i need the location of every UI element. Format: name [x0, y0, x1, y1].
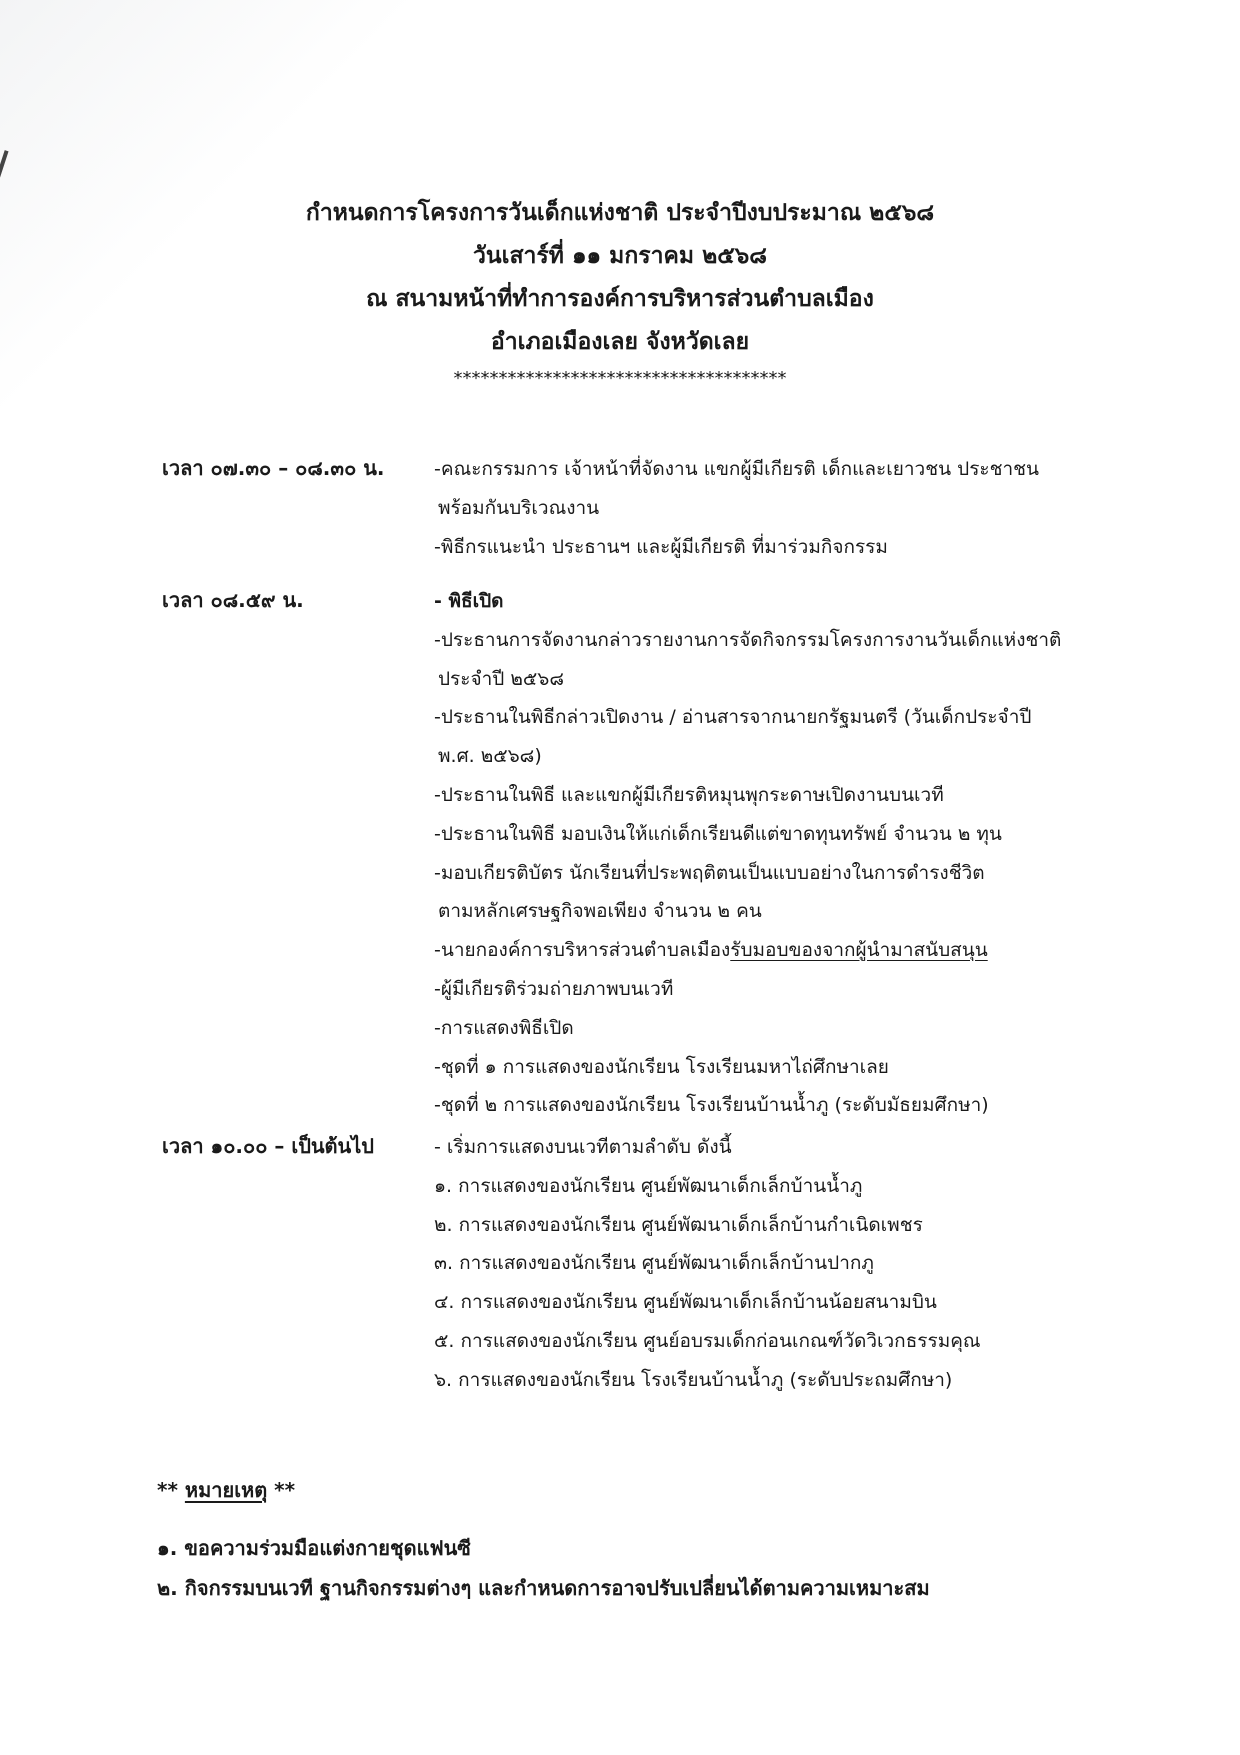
schedule-activities	[434, 450, 1039, 566]
activity-line: - พิธีเปิด	[434, 590, 504, 612]
performance-item: ๒. การแสดงของนักเรียน ศูนย์พัฒนาเด็กเล็กบ้านกำเนิดเพชร	[434, 1213, 923, 1236]
activity-line: -ชุดที่ ๑ การแสดงของนักเรียน โรงเรียนมหาไถ่ศึกษาเลย	[434, 1055, 889, 1078]
activity-line: -พิธีกรแนะนำ ประธานฯ และผู้มีเกียรติ ที่มาร่วมกิจกรรม	[434, 535, 888, 558]
header-title: กำหนดการโครงการวันเด็กแห่งชาติ ประจำปีงบประมาณ ๒๕๖๘	[305, 200, 935, 226]
header-separator: *************************************	[453, 368, 787, 389]
activity-line: -ประธานในพิธี มอบเงินให้แก่เด็กเรียนดีแต่ขาดทุนทรัพย์ จำนวน ๒ ทุน	[434, 822, 1002, 845]
header-date: วันเสาร์ที่ ๑๑ มกราคม ๒๕๖๘	[472, 243, 767, 269]
note-item: ๒. กิจกรรมบนเวที ฐานกิจกรรมต่างๆ และกำหนดการอาจปรับเปลี่ยนได้ตามความเหมาะสม	[157, 1576, 930, 1600]
activity-line-text: -นายกองค์การบริหารส่วนตำบลเมือง	[434, 939, 731, 962]
notes-title-prefix: **	[157, 1478, 185, 1502]
schedule-activities	[434, 1128, 981, 1400]
activity-line: -การแสดงพิธีเปิด	[434, 1016, 574, 1039]
activity-line: พร้อมกันบริเวณงาน	[438, 496, 600, 519]
activity-line: -คณะกรรมการ เจ้าหน้าที่จัดงาน แขกผู้มีเกียรติ เด็กและเยาวชน ประชาชน	[434, 458, 1040, 480]
activity-line: -ผู้มีเกียรติร่วมถ่ายภาพบนเวที	[434, 977, 674, 1000]
schedule-time: เวลา ๐๗.๓๐ – ๐๘.๓๐ น.	[162, 456, 385, 480]
header-venue: ณ สนามหน้าที่ทำการองค์การบริหารส่วนตำบลเมือง	[366, 286, 874, 312]
activity-line: -ประธานในพิธี และแขกผู้มีเกียรติหมุนพุกระดาษเปิดงานบนเวที	[434, 783, 944, 806]
schedule-activities	[434, 582, 1061, 1125]
activity-line: -ประธานในพิธีกล่าวเปิดงาน / อ่านสารจากนายกรัฐมนตรี (วันเด็กประจำปี	[434, 706, 1032, 729]
activity-line: พ.ศ. ๒๕๖๘)	[438, 745, 542, 768]
notes-title-suffix: **	[267, 1478, 296, 1502]
activity-line: -ประธานการจัดงานกล่าวรายงานการจัดกิจกรรมโครงการงานวันเด็กแห่งชาติ	[434, 628, 1062, 651]
activity-line: ตามหลักเศรษฐกิจพอเพียง จำนวน ๒ คน	[438, 900, 762, 923]
schedule-time: เวลา ๑๐.๐๐ – เป็นต้นไป	[162, 1134, 374, 1158]
activity-line-underlined	[434, 931, 1061, 970]
notes-title-text: หมายเหตุ	[184, 1478, 268, 1502]
activity-line: -ชุดที่ ๒ การแสดงของนักเรียน โรงเรียนบ้านน้ำภู (ระดับมัธยมศึกษา)	[434, 1094, 989, 1117]
performance-item: ๕. การแสดงของนักเรียน ศูนย์อบรมเด็กก่อนเกณฑ์วัดวิเวกธรรมคุณ	[434, 1329, 981, 1352]
document-header	[0, 192, 1240, 390]
schedule-time: เวลา ๐๘.๕๙ น.	[162, 588, 304, 612]
performance-item: ๑. การแสดงของนักเรียน ศูนย์พัฒนาเด็กเล็กบ้านน้ำภู	[434, 1174, 863, 1197]
scan-edge-mark	[0, 150, 9, 180]
note-item: ๑. ขอความร่วมมือแต่งกายชุดแฟนซี	[157, 1536, 471, 1560]
activity-line: ประจำปี ๒๕๖๘	[438, 667, 564, 690]
performance-item: ๖. การแสดงของนักเรียน โรงเรียนบ้านน้ำภู (ระดับประถมศึกษา)	[434, 1368, 953, 1391]
underlined-text: รับมอบของจากผู้นำมาสนับสนุน	[730, 939, 988, 962]
notes-section	[157, 1470, 930, 1608]
activity-line: - เริ่มการแสดงบนเวทีตามลำดับ ดังนี้	[434, 1136, 732, 1158]
activity-line: -มอบเกียรติบัตร นักเรียนที่ประพฤติตนเป็นแบบอย่างในการดำรงชีวิต	[434, 861, 985, 884]
header-district: อำเภอเมืองเลย จังหวัดเลย	[490, 329, 750, 355]
performance-item: ๔. การแสดงของนักเรียน ศูนย์พัฒนาเด็กเล็กบ้านน้อยสนามบิน	[434, 1291, 937, 1314]
notes-title	[157, 1470, 930, 1510]
performance-item: ๓. การแสดงของนักเรียน ศูนย์พัฒนาเด็กเล็กบ้านปากภู	[434, 1252, 874, 1275]
